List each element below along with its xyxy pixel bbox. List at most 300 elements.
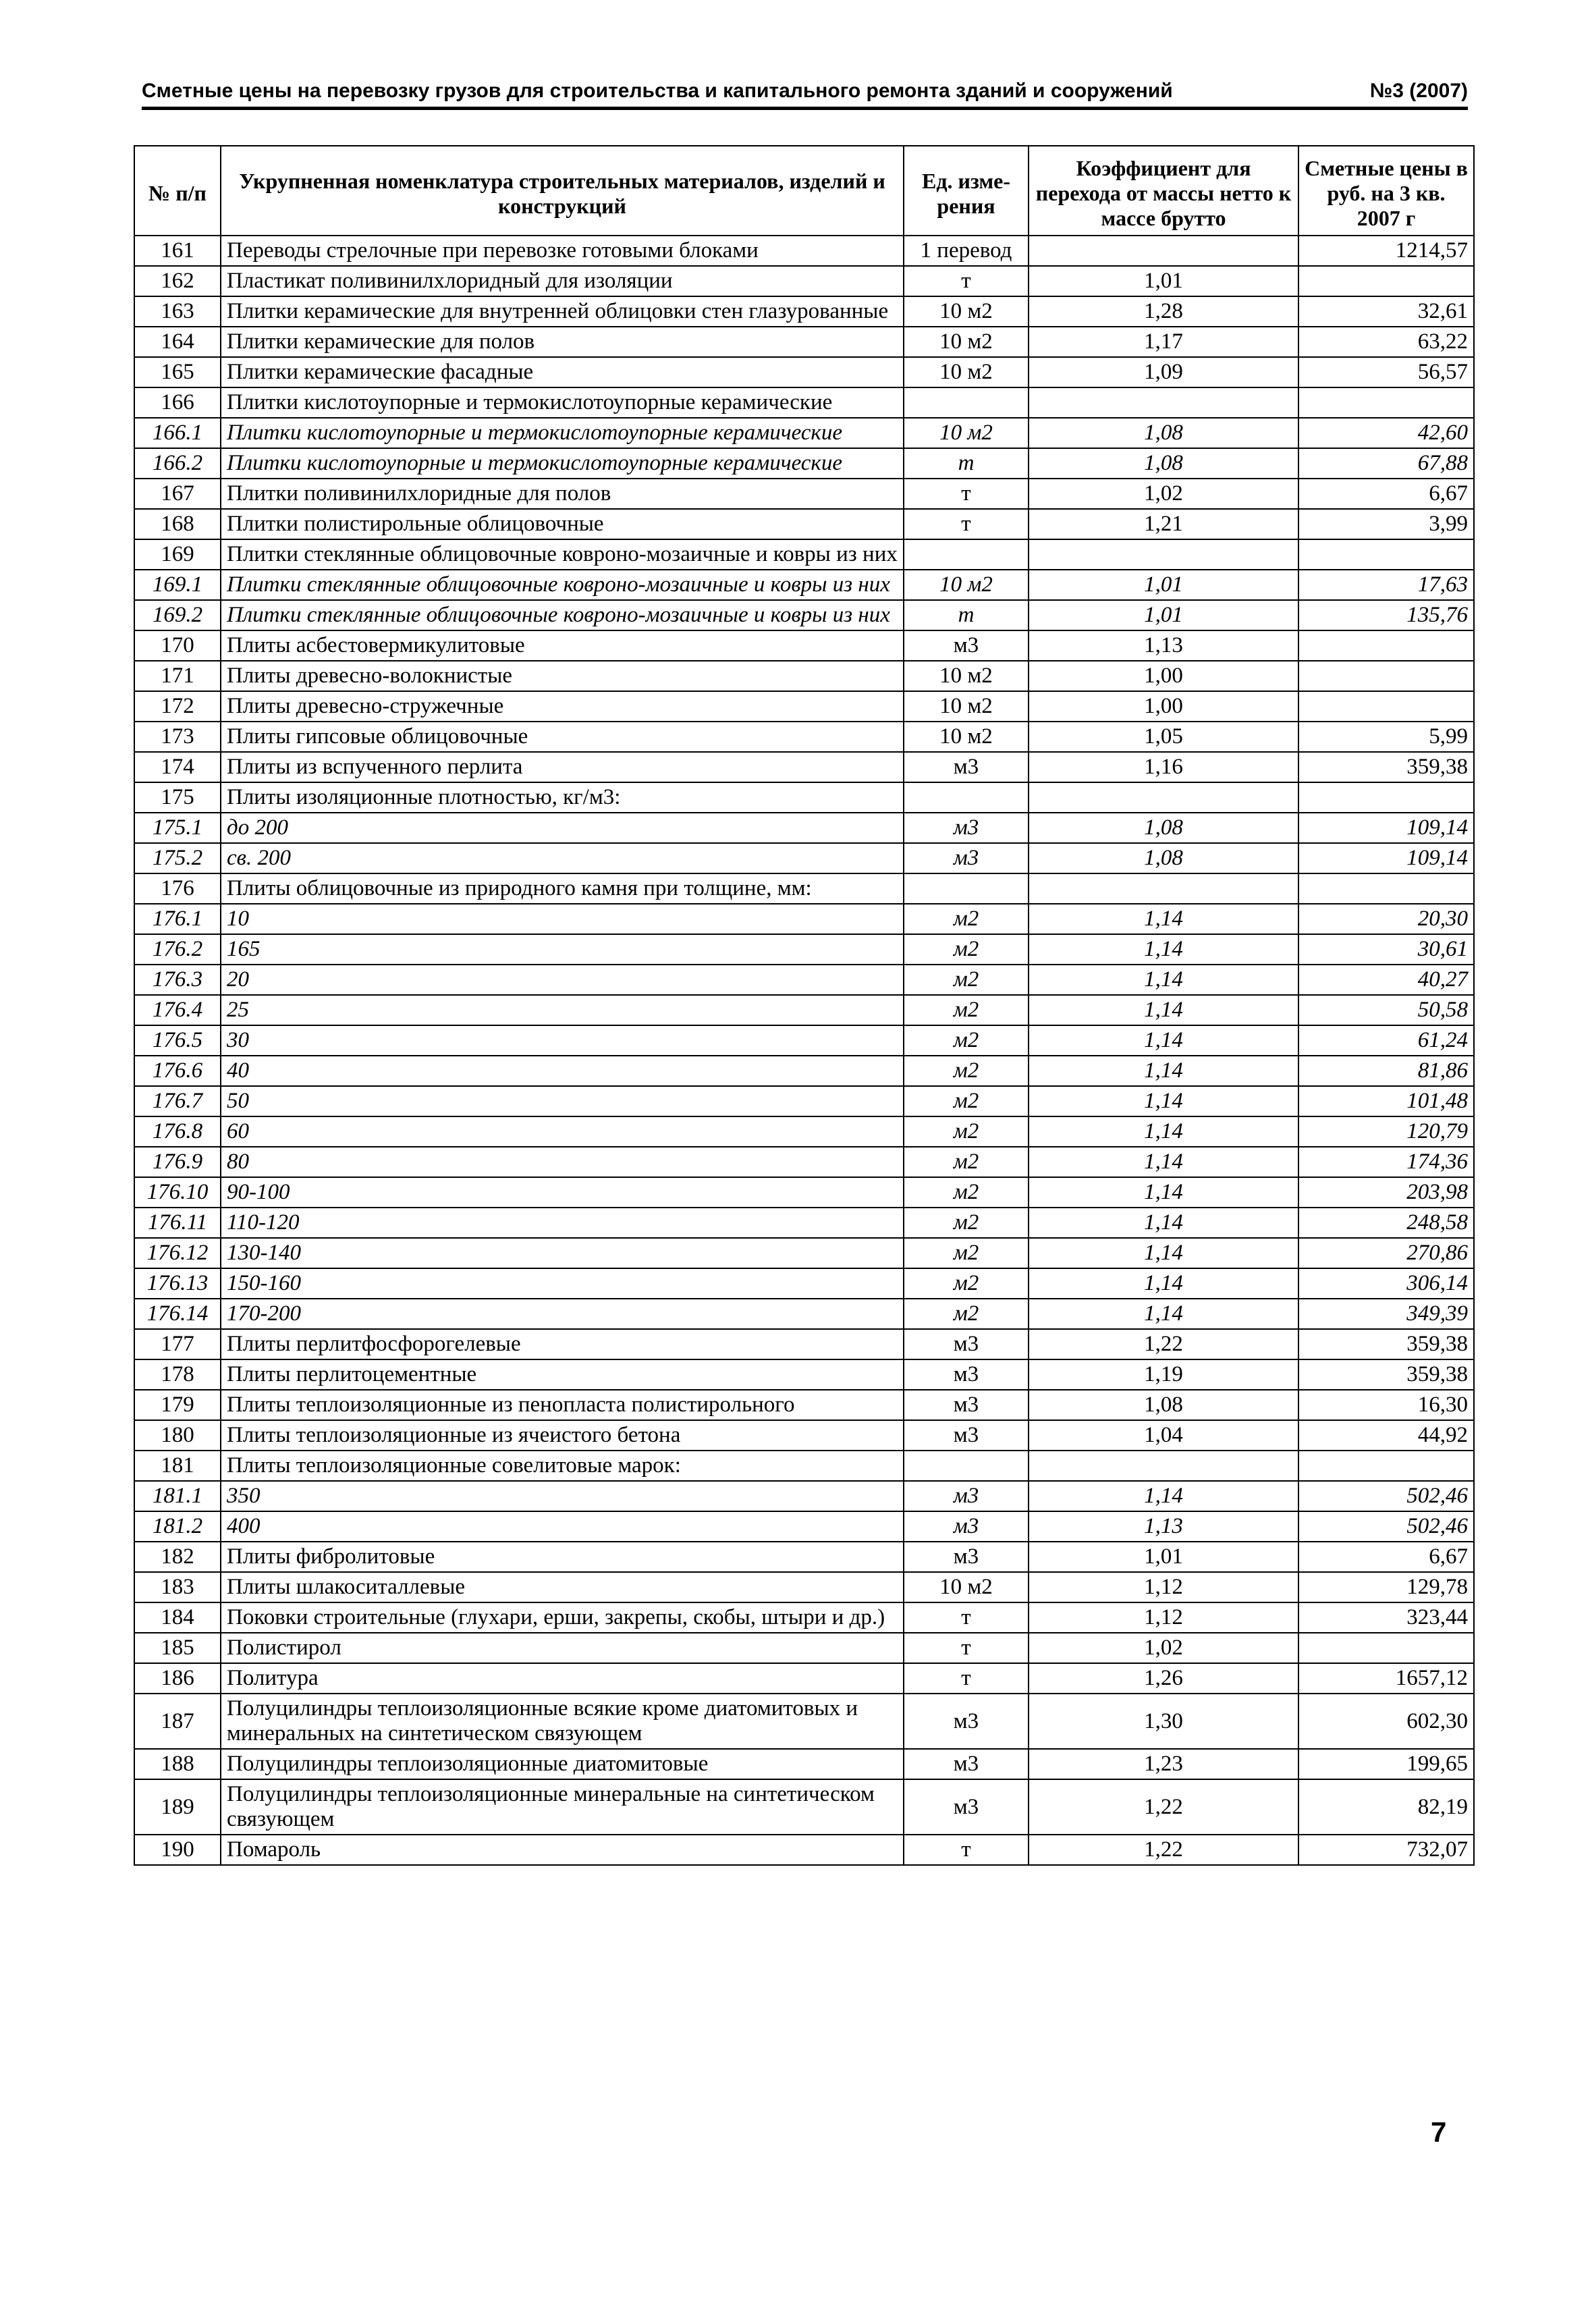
cell-num: 185 <box>134 1633 221 1663</box>
cell-num: 183 <box>134 1572 221 1602</box>
cell-num: 176.4 <box>134 995 221 1025</box>
cell-price <box>1298 873 1474 904</box>
cell-price: 3,99 <box>1298 509 1474 539</box>
table-row <box>134 387 1474 418</box>
cell-unit: м2 <box>904 934 1029 965</box>
table-row <box>134 843 1474 873</box>
table-row <box>134 357 1474 387</box>
cell-price: 1657,12 <box>1298 1663 1474 1694</box>
cell-num: 166.1 <box>134 418 221 448</box>
cell-name: Плиты теплоизоляционные из пенопласта полистирольного <box>221 1390 904 1420</box>
table-row <box>134 1390 1474 1420</box>
cell-unit: м3 <box>904 1749 1029 1779</box>
cell-unit: м2 <box>904 995 1029 1025</box>
cell-num: 176.11 <box>134 1208 221 1238</box>
cell-name: Плиты древесно-стружечные <box>221 691 904 722</box>
cell-name: Пластикат поливинилхлоридный для изоляции <box>221 266 904 296</box>
cell-coef: 1,12 <box>1029 1572 1298 1602</box>
cell-name: 400 <box>221 1511 904 1542</box>
cell-num: 179 <box>134 1390 221 1420</box>
cell-num: 178 <box>134 1359 221 1390</box>
col-header-name: Укрупненная номенклатура строительных материалов, изделий и конструкций <box>221 146 904 236</box>
cell-num: 163 <box>134 296 221 327</box>
cell-num: 176.2 <box>134 934 221 965</box>
cell-unit: м2 <box>904 904 1029 934</box>
cell-unit: т <box>904 448 1029 479</box>
table-row <box>134 1329 1474 1359</box>
cell-coef: 1,26 <box>1029 1663 1298 1694</box>
cell-unit: т <box>904 1663 1029 1694</box>
table-row <box>134 236 1474 266</box>
cell-unit: 10 м2 <box>904 327 1029 357</box>
cell-name: Плитки керамические фасадные <box>221 357 904 387</box>
cell-name: Полистирол <box>221 1633 904 1663</box>
cell-num: 168 <box>134 509 221 539</box>
cell-price: 203,98 <box>1298 1177 1474 1208</box>
table-row <box>134 752 1474 782</box>
cell-price: 109,14 <box>1298 843 1474 873</box>
cell-coef: 1,08 <box>1029 1390 1298 1420</box>
cell-coef: 1,14 <box>1029 1208 1298 1238</box>
cell-coef: 1,14 <box>1029 1147 1298 1177</box>
cell-unit: м2 <box>904 1116 1029 1147</box>
table-row <box>134 1147 1474 1177</box>
table-row <box>134 1633 1474 1663</box>
cell-unit: м2 <box>904 1056 1029 1086</box>
table-row <box>134 1602 1474 1633</box>
cell-coef: 1,14 <box>1029 1056 1298 1086</box>
cell-name: 40 <box>221 1056 904 1086</box>
cell-unit: м3 <box>904 843 1029 873</box>
cell-price: 67,88 <box>1298 448 1474 479</box>
table-row <box>134 1481 1474 1511</box>
cell-num: 176.10 <box>134 1177 221 1208</box>
cell-coef: 1,16 <box>1029 752 1298 782</box>
table-row <box>134 934 1474 965</box>
cell-price: 502,46 <box>1298 1511 1474 1542</box>
cell-price: 50,58 <box>1298 995 1474 1025</box>
cell-name: 170-200 <box>221 1299 904 1329</box>
cell-num: 176 <box>134 873 221 904</box>
cell-unit: 10 м2 <box>904 296 1029 327</box>
cell-unit: м3 <box>904 630 1029 661</box>
cell-num: 175 <box>134 782 221 813</box>
cell-price: 129,78 <box>1298 1572 1474 1602</box>
col-header-price: Сметные цены в руб. на 3 кв. 2007 г <box>1298 146 1474 236</box>
cell-num: 164 <box>134 327 221 357</box>
cell-name: Плиты гипсовые облицовочные <box>221 722 904 752</box>
cell-num: 189 <box>134 1779 221 1835</box>
cell-name: Плитки кислотоупорные и термокислотоупорные керамические <box>221 387 904 418</box>
cell-num: 181.2 <box>134 1511 221 1542</box>
cell-coef: 1,14 <box>1029 934 1298 965</box>
cell-price: 349,39 <box>1298 1299 1474 1329</box>
cell-name: Помароль <box>221 1835 904 1865</box>
cell-coef: 1,01 <box>1029 600 1298 630</box>
cell-coef: 1,14 <box>1029 904 1298 934</box>
col-header-unit: Ед. изме-рения <box>904 146 1029 236</box>
cell-num: 165 <box>134 357 221 387</box>
cell-price <box>1298 661 1474 691</box>
cell-price: 56,57 <box>1298 357 1474 387</box>
cell-name: Плиты перлитфосфорогелевые <box>221 1329 904 1359</box>
cell-unit: 10 м2 <box>904 691 1029 722</box>
cell-name: Плиты изоляционные плотностью, кг/м3: <box>221 782 904 813</box>
cell-unit: м3 <box>904 1481 1029 1511</box>
cell-unit: м3 <box>904 1511 1029 1542</box>
cell-price: 135,76 <box>1298 600 1474 630</box>
cell-unit: т <box>904 479 1029 509</box>
cell-unit <box>904 873 1029 904</box>
table-row <box>134 1749 1474 1779</box>
cell-coef: 1,19 <box>1029 1359 1298 1390</box>
cell-num: 175.1 <box>134 813 221 843</box>
cell-name: Плиты асбестовермикулитовые <box>221 630 904 661</box>
cell-coef: 1,00 <box>1029 691 1298 722</box>
cell-price: 81,86 <box>1298 1056 1474 1086</box>
cell-unit: м2 <box>904 1025 1029 1056</box>
cell-unit: м3 <box>904 1329 1029 1359</box>
table-row <box>134 570 1474 600</box>
issue-number: №3 (2007) <box>1369 80 1468 102</box>
cell-price: 602,30 <box>1298 1694 1474 1749</box>
cell-name: 50 <box>221 1086 904 1116</box>
cell-price <box>1298 630 1474 661</box>
table-header <box>134 146 1474 236</box>
cell-price <box>1298 691 1474 722</box>
cell-price: 306,14 <box>1298 1268 1474 1299</box>
cell-price: 359,38 <box>1298 1329 1474 1359</box>
cell-num: 175.2 <box>134 843 221 873</box>
cell-coef: 1,23 <box>1029 1749 1298 1779</box>
table-row <box>134 509 1474 539</box>
cell-price: 1214,57 <box>1298 236 1474 266</box>
col-header-coef: Коэффициент для перехода от массы нетто к массе брутто <box>1029 146 1298 236</box>
cell-price: 42,60 <box>1298 418 1474 448</box>
cell-num: 182 <box>134 1542 221 1572</box>
cell-num: 176.13 <box>134 1268 221 1299</box>
cell-unit: т <box>904 1835 1029 1865</box>
table-row <box>134 965 1474 995</box>
table-row <box>134 479 1474 509</box>
table-row <box>134 1451 1474 1481</box>
cell-num: 187 <box>134 1694 221 1749</box>
cell-unit: 1 перевод <box>904 236 1029 266</box>
cell-num: 169.1 <box>134 570 221 600</box>
cell-name: Полуцилиндры теплоизоляционные минеральные на синтетическом связующем <box>221 1779 904 1835</box>
table-row <box>134 1359 1474 1390</box>
cell-num: 173 <box>134 722 221 752</box>
cell-unit: м3 <box>904 1420 1029 1451</box>
cell-unit: м2 <box>904 1086 1029 1116</box>
cell-name: 80 <box>221 1147 904 1177</box>
cell-coef: 1,02 <box>1029 1633 1298 1663</box>
cell-unit: м2 <box>904 1299 1029 1329</box>
cell-coef: 1,14 <box>1029 1299 1298 1329</box>
cell-num: 176.5 <box>134 1025 221 1056</box>
cell-coef: 1,30 <box>1029 1694 1298 1749</box>
cell-price: 732,07 <box>1298 1835 1474 1865</box>
cell-price: 109,14 <box>1298 813 1474 843</box>
cell-name: до 200 <box>221 813 904 843</box>
table-row <box>134 722 1474 752</box>
cell-num: 176.7 <box>134 1086 221 1116</box>
table-body <box>134 236 1474 1865</box>
cell-coef: 1,08 <box>1029 418 1298 448</box>
cell-num: 180 <box>134 1420 221 1451</box>
table-row <box>134 782 1474 813</box>
cell-name: Плитки стеклянные облицовочные ковроно-мозаичные и ковры из них <box>221 570 904 600</box>
cell-name: Поковки строительные (глухари, ерши, закрепы, скобы, штыри и др.) <box>221 1602 904 1633</box>
cell-coef <box>1029 1451 1298 1481</box>
cell-num: 166 <box>134 387 221 418</box>
cell-price: 323,44 <box>1298 1602 1474 1633</box>
cell-price <box>1298 387 1474 418</box>
cell-unit <box>904 782 1029 813</box>
table-row <box>134 1663 1474 1694</box>
cell-coef: 1,14 <box>1029 1238 1298 1268</box>
cell-coef <box>1029 782 1298 813</box>
table-row <box>134 1086 1474 1116</box>
cell-price: 199,65 <box>1298 1749 1474 1779</box>
cell-coef: 1,13 <box>1029 630 1298 661</box>
cell-num: 161 <box>134 236 221 266</box>
cell-unit: 10 м2 <box>904 661 1029 691</box>
cell-coef <box>1029 236 1298 266</box>
cell-unit: т <box>904 1602 1029 1633</box>
cell-price: 61,24 <box>1298 1025 1474 1056</box>
table-row <box>134 995 1474 1025</box>
cell-unit: т <box>904 1633 1029 1663</box>
table-row <box>134 539 1474 570</box>
table-row <box>134 1025 1474 1056</box>
cell-price: 359,38 <box>1298 1359 1474 1390</box>
cell-name: 350 <box>221 1481 904 1511</box>
cell-num: 177 <box>134 1329 221 1359</box>
cell-name: св. 200 <box>221 843 904 873</box>
cell-unit: м2 <box>904 1208 1029 1238</box>
cell-num: 176.3 <box>134 965 221 995</box>
cell-unit: 10 м2 <box>904 418 1029 448</box>
cell-name: 110-120 <box>221 1208 904 1238</box>
cell-num: 162 <box>134 266 221 296</box>
cell-unit: м2 <box>904 1238 1029 1268</box>
cell-name: Плитки керамические для полов <box>221 327 904 357</box>
cell-coef: 1,14 <box>1029 1177 1298 1208</box>
cell-coef: 1,22 <box>1029 1329 1298 1359</box>
cell-unit: м2 <box>904 965 1029 995</box>
cell-unit <box>904 1451 1029 1481</box>
cell-coef: 1,14 <box>1029 965 1298 995</box>
table-row <box>134 1238 1474 1268</box>
cell-num: 171 <box>134 661 221 691</box>
cell-unit: м3 <box>904 813 1029 843</box>
cell-name: Плиты теплоизоляционные из ячеистого бетона <box>221 1420 904 1451</box>
cell-name: 150-160 <box>221 1268 904 1299</box>
table-row <box>134 1542 1474 1572</box>
cell-name: Полуцилиндры теплоизоляционные всякие кроме диатомитовых и минеральных на синтетическом связующем <box>221 1694 904 1749</box>
cell-num: 176.1 <box>134 904 221 934</box>
cell-coef: 1,21 <box>1029 509 1298 539</box>
cell-name: Плитки керамические для внутренней облицовки стен глазурованные <box>221 296 904 327</box>
cell-unit: м3 <box>904 1542 1029 1572</box>
cell-name: Плиты облицовочные из природного камня при толщине, мм: <box>221 873 904 904</box>
cell-num: 176.12 <box>134 1238 221 1268</box>
cell-name: Плитки кислотоупорные и термокислотоупорные керамические <box>221 448 904 479</box>
cell-name: Плитки стеклянные облицовочные ковроно-мозаичные и ковры из них <box>221 539 904 570</box>
cell-name: Плитки кислотоупорные и термокислотоупорные керамические <box>221 418 904 448</box>
cell-coef: 1,12 <box>1029 1602 1298 1633</box>
cell-unit: м3 <box>904 1694 1029 1749</box>
table-row <box>134 1572 1474 1602</box>
cell-name: 90-100 <box>221 1177 904 1208</box>
cell-unit: 10 м2 <box>904 357 1029 387</box>
cell-coef: 1,05 <box>1029 722 1298 752</box>
cell-unit <box>904 539 1029 570</box>
cell-price: 17,63 <box>1298 570 1474 600</box>
cell-name: 60 <box>221 1116 904 1147</box>
cell-name: 130-140 <box>221 1238 904 1268</box>
cell-num: 172 <box>134 691 221 722</box>
table-row <box>134 1694 1474 1749</box>
price-table <box>134 145 1475 1866</box>
cell-unit <box>904 387 1029 418</box>
cell-price <box>1298 266 1474 296</box>
cell-name: 30 <box>221 1025 904 1056</box>
cell-price: 6,67 <box>1298 479 1474 509</box>
cell-name: Политура <box>221 1663 904 1694</box>
cell-coef: 1,14 <box>1029 1086 1298 1116</box>
cell-num: 184 <box>134 1602 221 1633</box>
cell-num: 176.9 <box>134 1147 221 1177</box>
cell-name: 10 <box>221 904 904 934</box>
cell-coef <box>1029 873 1298 904</box>
table-row <box>134 1177 1474 1208</box>
cell-name: Плиты теплоизоляционные совелитовые марок: <box>221 1451 904 1481</box>
cell-price <box>1298 1633 1474 1663</box>
cell-price: 16,30 <box>1298 1390 1474 1420</box>
cell-coef: 1,14 <box>1029 1268 1298 1299</box>
table-row <box>134 1511 1474 1542</box>
table-row <box>134 600 1474 630</box>
cell-name: 25 <box>221 995 904 1025</box>
cell-price: 270,86 <box>1298 1238 1474 1268</box>
cell-unit: т <box>904 600 1029 630</box>
table-row <box>134 296 1474 327</box>
cell-coef: 1,14 <box>1029 1116 1298 1147</box>
cell-unit: т <box>904 509 1029 539</box>
cell-unit: м3 <box>904 752 1029 782</box>
table-row <box>134 1835 1474 1865</box>
cell-coef: 1,22 <box>1029 1835 1298 1865</box>
cell-price: 32,61 <box>1298 296 1474 327</box>
cell-unit: 10 м2 <box>904 1572 1029 1602</box>
cell-coef: 1,13 <box>1029 1511 1298 1542</box>
cell-num: 181 <box>134 1451 221 1481</box>
cell-coef: 1,14 <box>1029 995 1298 1025</box>
cell-num: 190 <box>134 1835 221 1865</box>
cell-coef: 1,08 <box>1029 843 1298 873</box>
cell-unit: т <box>904 266 1029 296</box>
cell-num: 170 <box>134 630 221 661</box>
cell-unit: м3 <box>904 1779 1029 1835</box>
cell-coef: 1,01 <box>1029 266 1298 296</box>
cell-num: 176.6 <box>134 1056 221 1086</box>
cell-unit: м2 <box>904 1268 1029 1299</box>
table-row <box>134 266 1474 296</box>
cell-coef: 1,09 <box>1029 357 1298 387</box>
table-row <box>134 1420 1474 1451</box>
table-row <box>134 1299 1474 1329</box>
cell-coef: 1,01 <box>1029 1542 1298 1572</box>
cell-price: 248,58 <box>1298 1208 1474 1238</box>
cell-price: 502,46 <box>1298 1481 1474 1511</box>
cell-price: 30,61 <box>1298 934 1474 965</box>
cell-num: 174 <box>134 752 221 782</box>
cell-coef: 1,01 <box>1029 570 1298 600</box>
cell-price: 40,27 <box>1298 965 1474 995</box>
table-row <box>134 1208 1474 1238</box>
cell-num: 167 <box>134 479 221 509</box>
cell-unit: м2 <box>904 1177 1029 1208</box>
cell-coef <box>1029 539 1298 570</box>
cell-num: 169.2 <box>134 600 221 630</box>
cell-name: Плитки стеклянные облицовочные ковроно-мозаичные и ковры из них <box>221 600 904 630</box>
cell-num: 186 <box>134 1663 221 1694</box>
header-row <box>134 146 1474 236</box>
table-row <box>134 418 1474 448</box>
cell-coef: 1,22 <box>1029 1779 1298 1835</box>
cell-unit: м2 <box>904 1147 1029 1177</box>
table-row <box>134 1268 1474 1299</box>
cell-coef: 1,17 <box>1029 327 1298 357</box>
table-row <box>134 813 1474 843</box>
cell-price: 20,30 <box>1298 904 1474 934</box>
cell-coef: 1,08 <box>1029 813 1298 843</box>
cell-price: 44,92 <box>1298 1420 1474 1451</box>
cell-coef: 1,00 <box>1029 661 1298 691</box>
cell-coef: 1,14 <box>1029 1025 1298 1056</box>
table-row <box>134 873 1474 904</box>
cell-unit: 10 м2 <box>904 722 1029 752</box>
cell-num: 181.1 <box>134 1481 221 1511</box>
table-row <box>134 327 1474 357</box>
cell-num: 169 <box>134 539 221 570</box>
cell-name: Полуцилиндры теплоизоляционные диатомитовые <box>221 1749 904 1779</box>
table-row <box>134 1116 1474 1147</box>
cell-num: 176.14 <box>134 1299 221 1329</box>
cell-price: 63,22 <box>1298 327 1474 357</box>
cell-price: 101,48 <box>1298 1086 1474 1116</box>
cell-price <box>1298 782 1474 813</box>
page-header <box>142 80 1468 110</box>
cell-name: Плитки поливинилхлоридные для полов <box>221 479 904 509</box>
cell-name: Плитки полистирольные облицовочные <box>221 509 904 539</box>
cell-name: Плиты фибролитовые <box>221 1542 904 1572</box>
cell-num: 188 <box>134 1749 221 1779</box>
cell-coef: 1,28 <box>1029 296 1298 327</box>
cell-name: Плиты древесно-волокнистые <box>221 661 904 691</box>
cell-price: 5,99 <box>1298 722 1474 752</box>
cell-coef: 1,14 <box>1029 1481 1298 1511</box>
cell-name: Плиты шлакоситаллевые <box>221 1572 904 1602</box>
cell-coef <box>1029 387 1298 418</box>
cell-num: 176.8 <box>134 1116 221 1147</box>
table-row <box>134 1056 1474 1086</box>
cell-price: 359,38 <box>1298 752 1474 782</box>
cell-price: 6,67 <box>1298 1542 1474 1572</box>
table-row <box>134 448 1474 479</box>
